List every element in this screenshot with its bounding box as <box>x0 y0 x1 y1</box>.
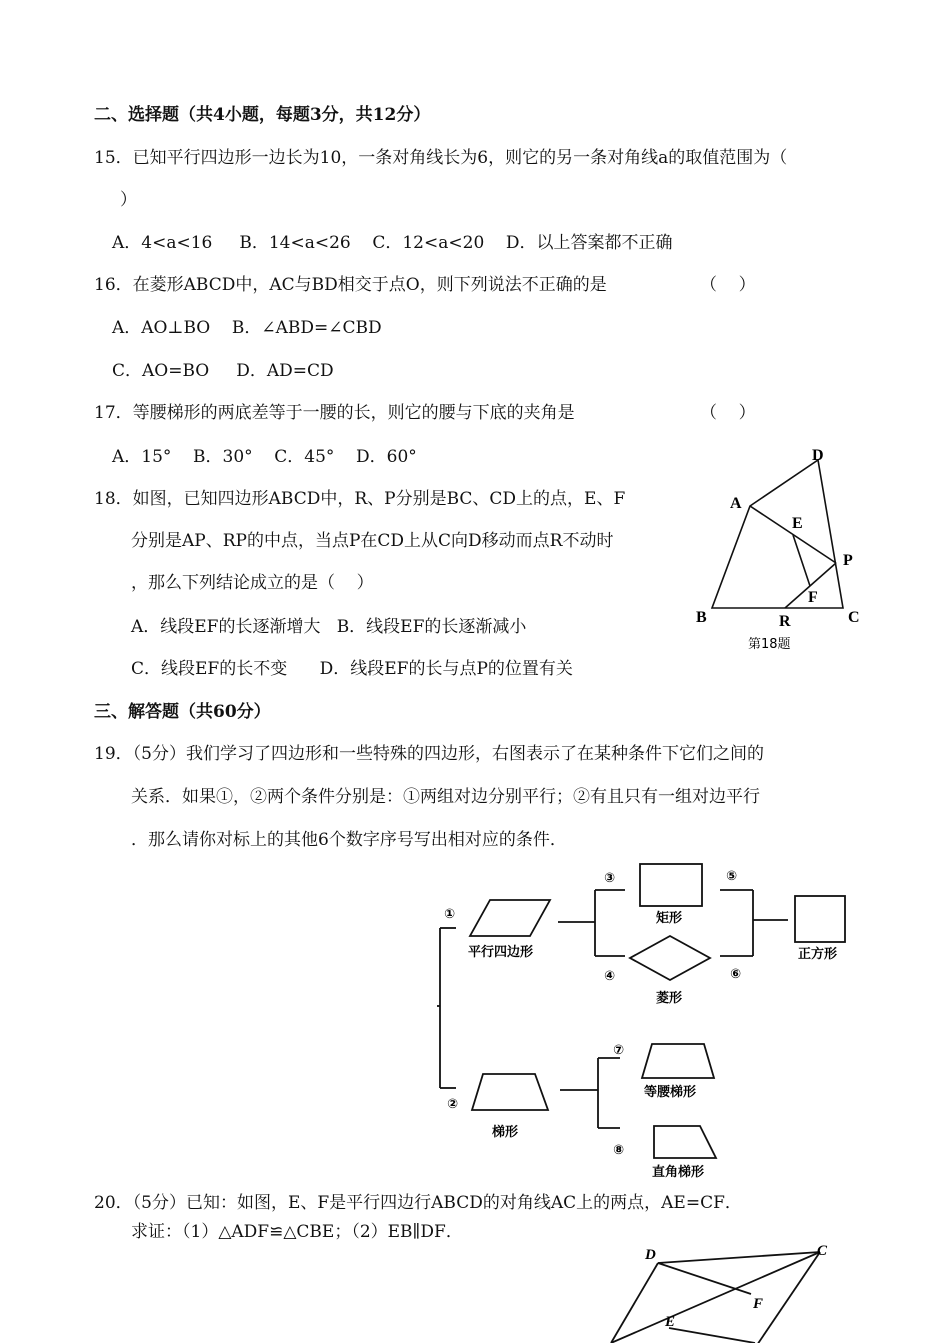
q20-label-e: E <box>665 1314 676 1330</box>
segment-ef <box>793 535 810 586</box>
q19-diagram <box>420 858 870 1188</box>
q15-options: A．4<a<16 B．14<a<26 C．12<a<20 D．以上答案都不正确 <box>112 233 673 253</box>
q20-label-f: F <box>753 1296 764 1312</box>
q20-label-c: C <box>817 1243 828 1259</box>
isosceles-trapezoid-shape <box>642 1044 714 1078</box>
label-p: P <box>843 552 853 569</box>
num-6: ⑥ <box>730 967 742 982</box>
label-trapezoid: 梯形 <box>492 1125 519 1140</box>
q18-figure <box>690 440 870 660</box>
num-7: ⑦ <box>613 1043 625 1058</box>
q16-paren: （ ） <box>700 275 756 295</box>
num-5: ⑤ <box>726 869 738 884</box>
q18-line1: 18．如图，已知四边形ABCD中，R、P分别是BC、CD上的点，E、F <box>94 489 626 509</box>
right-trapezoid-shape <box>654 1126 716 1158</box>
q17-options: A．15° B．30° C．45° D．60° <box>112 447 417 467</box>
q17-paren: （ ） <box>700 403 756 423</box>
label-b: B <box>696 609 707 626</box>
label-square: 正方形 <box>798 947 838 962</box>
label-e: E <box>792 515 803 532</box>
q18-line3: ，那么下列结论成立的是（ ） <box>131 573 374 593</box>
label-f: F <box>808 589 818 606</box>
section3-heading: 三、解答题（共60分） <box>94 702 271 722</box>
q20-line2: 求证：（1）△ADF≌△CBE；（2）EB∥DF． <box>131 1222 463 1242</box>
label-r: R <box>779 613 791 630</box>
q16-stem: 16．在菱形ABCD中，AC与BD相交于点O，则下列说法不正确的是 <box>94 275 607 295</box>
q19-line3: ．那么请你对标上的其他6个数字序号写出相对应的条件． <box>131 830 567 850</box>
segment-dc <box>658 1252 820 1263</box>
num-3: ③ <box>604 871 616 886</box>
q16-options-line1: A．AO⊥BO B．∠ABD=∠CBD <box>112 318 382 338</box>
num-1: ① <box>444 907 456 922</box>
q20-label-d: D <box>645 1247 656 1263</box>
label-rhombus: 菱形 <box>656 991 683 1006</box>
q19-line1: 19．（5分）我们学习了四边形和一些特殊的四边形，右图表示了在某种条件下它们之间的 <box>94 744 764 764</box>
q17-stem: 17．等腰梯形的两底差等于一腰的长，则它的腰与下底的夹角是 <box>94 403 575 423</box>
q18-options-ab: A．线段EF的长逐渐增大 B．线段EF的长逐渐减小 <box>131 617 527 637</box>
label-a: A <box>730 495 742 512</box>
q16-options-line2: C．AO=BO D．AD=CD <box>112 361 334 381</box>
trapezoid-shape <box>472 1074 548 1110</box>
q15-stem-line2: ） <box>120 190 137 210</box>
segment-df <box>658 1263 751 1294</box>
q19-line2: 关系．如果①，②两个条件分别是：①两组对边分别平行；②有且只有一组对边平行 <box>131 787 760 807</box>
q20-line1: 20．（5分）已知：如图，E、F是平行四边行ABCD的对角线AC上的两点，AE=CF． <box>94 1193 742 1213</box>
num-4: ④ <box>604 969 616 984</box>
q18-caption: 第18题 <box>748 637 791 652</box>
label-c: C <box>848 609 860 626</box>
q15-stem-line1: 15．已知平行四边形一边长为10，一条对角线长为6，则它的另一条对角线a的取值范围为（ <box>94 148 788 168</box>
q18-line2: 分别是AP、RP的中点，当点P在CD上从C向D移动而点R不动时 <box>131 531 614 551</box>
rhombus-shape <box>630 936 710 980</box>
num-2: ② <box>447 1097 459 1112</box>
section2-heading: 二、选择题（共4小题，每题3分，共12分） <box>94 105 431 125</box>
q20-figure <box>595 1238 855 1343</box>
label-parallelogram: 平行四边形 <box>468 945 534 960</box>
segment-da <box>611 1263 658 1343</box>
num-8: ⑧ <box>613 1143 625 1158</box>
parallelogram-shape <box>470 900 550 936</box>
segment-eb <box>669 1328 755 1343</box>
label-rectangle: 矩形 <box>656 911 683 926</box>
q18-options-cd: C．线段EF的长不变 D．线段EF的长与点P的位置有关 <box>131 659 573 679</box>
label-right-trapezoid: 直角梯形 <box>652 1165 705 1180</box>
square-shape <box>795 896 845 942</box>
quad-abcd <box>712 460 843 608</box>
rectangle-shape <box>640 864 702 906</box>
label-isosceles-trapezoid: 等腰梯形 <box>644 1085 697 1100</box>
label-d: D <box>812 447 824 464</box>
